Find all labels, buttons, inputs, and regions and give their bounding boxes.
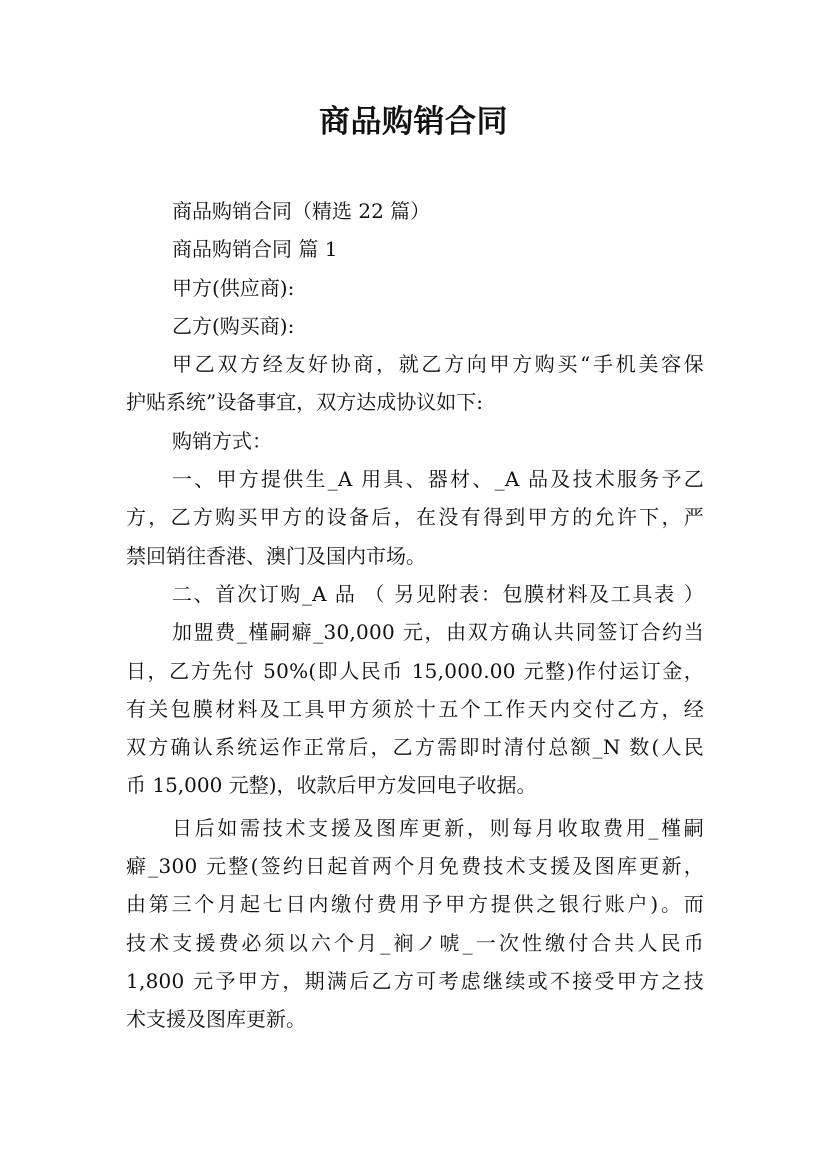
document-line: 双方确认系统运作正常后，乙方需即时清付总额_N 数(人民 — [126, 735, 704, 760]
document-line: 护贴系统”设备事宜，双方达成协议如下: — [126, 390, 483, 415]
document-line: 由第三个月起七日内缴付费用予甲方提供之银行账户)。而 — [126, 892, 704, 917]
document-line: 加盟费_槿嗣癖_30,000 元，由双方确认共同签订合约当 — [172, 620, 704, 645]
document-line: 日后如需技术支援及图库更新，则每月收取费用_槿嗣 — [172, 815, 704, 840]
document-line: 甲乙双方经友好协商，就乙方向甲方购买“手机美容保 — [172, 352, 704, 377]
document-line: 禁回销往香港、澳门及国内市场。 — [126, 543, 426, 568]
document-line: 1,800 元予甲方，期满后乙方可考虑继续或不接受甲方之技 — [126, 968, 704, 993]
document-line: 购销方式： — [172, 428, 272, 453]
document-line: 甲方(供应商): — [172, 275, 295, 300]
document-line: 术支援及图库更新。 — [126, 1007, 306, 1032]
document-line: 币 15,000 元整)，收款后甲方发回电子收据。 — [126, 773, 537, 798]
document-line: 商品购销合同（精选 22 篇） — [172, 199, 431, 223]
document-line: 日，乙方先付 50%(即人民币 15,000.00 元整)作付运订金， — [126, 658, 704, 683]
document-line: 技术支援费必须以六个月_裥ノ唬_一次性缴付合共人民币 — [126, 930, 704, 955]
document-body — [126, 192, 704, 1039]
document-line: 有关包膜材料及工具甲方须於十五个工作天内交付乙方，经 — [126, 696, 704, 721]
document-line: 乙方(购买商): — [172, 313, 295, 338]
document-line: 一、甲方提供生_A 用具、器材、_A 品及技术服务予乙 — [172, 467, 704, 492]
document-line: 商品购销合同 篇 1 — [172, 237, 338, 262]
document-line: 二、首次订购_A 品 （ 另见附表：包膜材料及工具表 ） — [172, 581, 704, 606]
document-line: 癖_300 元整(签约日起首两个月免费技术支援及图库更新， — [126, 854, 704, 879]
page-title: 商品购销合同 — [319, 104, 508, 140]
document-line: 方，乙方购买甲方的设备后，在没有得到甲方的允许下，严 — [126, 505, 704, 530]
